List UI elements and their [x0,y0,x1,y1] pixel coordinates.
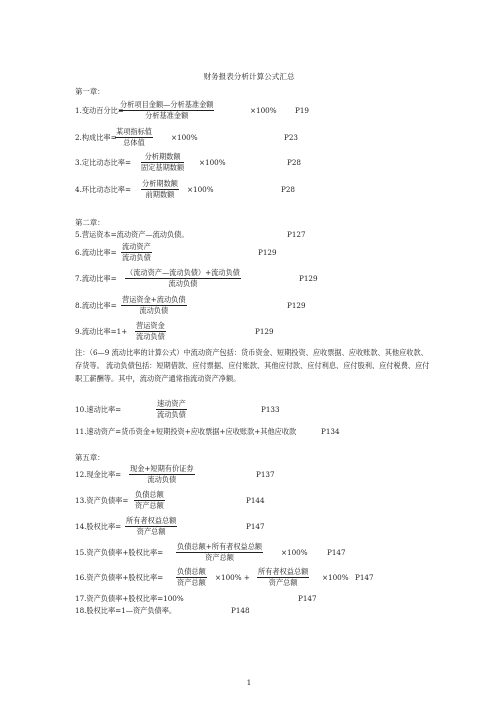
denominator: 资产总额 [136,527,166,536]
formula-label: 13.资产负债率= [75,496,129,505]
numerator: 营运资金 [136,321,165,330]
numerator: 所有者权益总额 [258,567,309,576]
chapter-2-heading: 第二章： [75,218,105,227]
formula-label: 8.流动比率= [75,301,117,310]
denominator: 资产总额 [135,501,164,510]
formula-label: 6.流动比率= [75,248,117,257]
denominator: 流动负债 [139,306,169,315]
formula-label: 3.定比动态比率= [75,158,132,167]
formula-text: 18.股权比率=1—资产负债率。 [75,606,177,615]
denominator: 分析基准金额 [145,111,189,120]
formula-label: 4.环比动态比率= [75,185,132,194]
formula-label: 15.资产负债率+股权比率= [75,548,164,557]
formula-text: 11.速动资产=货币资金+短期投资+应收票据+应收账款+其他应收款 [75,427,297,436]
formula-label: 1.变动百分比= [75,106,124,115]
formula-label: 10.速动比率= [75,405,122,414]
numerator: 营运资金+流动负债 [122,295,186,304]
fraction [125,268,241,289]
page-ref: P129 [258,248,277,257]
fraction [121,242,152,263]
numerator: 分析期数额 [141,152,184,163]
denominator: 流动负债 [157,410,186,419]
formula-label: 9.流动比率=1+ [75,327,128,336]
multiplier: ×100% [187,185,214,194]
page-ref: P137 [256,470,275,479]
numerator: （流动资产—流动负债）+流动负债 [126,268,240,277]
page-ref: P129 [287,301,306,310]
numerator: 分析期数额 [142,179,178,188]
formula-label: 16.资产负债率+股权比率= [75,573,164,582]
multiplier-plus: ×100% + [215,573,250,582]
fraction [115,127,153,148]
denominator: 前期数额 [145,190,175,199]
denominator: 流动负债 [168,279,198,288]
formula-label: 7.流动比率= [75,274,117,283]
page-number: 1 [246,678,252,687]
page-ref: P19 [295,106,309,115]
multiplier: ×100% [199,158,226,167]
numerator: 速动资产 [157,399,186,408]
fraction [129,464,195,485]
numerator: 现金+短期有价证券 [130,464,194,473]
formula-text: 17.资产负债率+股权比率=100% [75,594,184,603]
fraction [119,100,214,121]
fraction-a [176,567,207,588]
multiplier: ×100% [322,573,349,582]
fraction [141,179,179,200]
chapter-5-heading: 第五章： [75,453,105,462]
fraction [156,399,187,420]
numerator: 负债总额 [135,490,164,499]
fraction [135,321,166,342]
page-ref: P127 [287,230,306,239]
multiplier: ×100% [250,106,277,115]
formula-18 [75,606,250,616]
page-ref: P129 [299,274,318,283]
numerator: 所有者权益总额 [126,516,177,525]
fraction [134,490,165,511]
numerator: 分析项目金额—分析基准金额 [120,100,214,109]
fraction [121,295,187,316]
note-paragraph: 注：（6—9 流动比率的计算公式）中流动资产包括：货币资金、短期投资、应收票据、应收账款、其他应收款、存货等。 流动负债包括：短期借款、应付票据、应付账款、其他应付款、应付利息、应付股利、应付税费、应付职工薪酬等。其中，流动资产通常指流动资产净额。 [75,348,430,383]
document-title: 财务报表分析计算公式汇总 [203,72,295,81]
page-ref: P147 [298,594,317,603]
formula-label: 2.构成比率= [75,133,117,142]
denominator: 资产总额 [268,578,298,587]
denominator: 资产总额 [205,553,234,562]
denominator: 流动负债 [147,475,177,484]
denominator: 流动负债 [136,332,165,341]
formula-text: 5.营运资本=流动资产—流动负债。 [75,230,189,239]
formula-label: 14.股权比率= [75,522,122,531]
page-ref: P133 [261,405,280,414]
denominator: 固定基期数额 [141,163,185,172]
chapter-1-heading: 第一章： [75,87,105,96]
page-ref: P129 [255,327,274,336]
denominator: 资产总额 [177,578,206,587]
fraction-b [257,567,309,588]
page-ref: P147 [355,573,374,582]
numerator: 某项指标值 [116,127,152,136]
page-ref: P23 [284,133,298,142]
numerator: 流动资产 [122,242,151,251]
formula-5 [75,230,306,240]
page-ref: P134 [321,427,340,436]
fraction [176,542,263,563]
page-ref: P147 [246,522,265,531]
denominator: 流动负债 [122,253,151,262]
page-ref: P148 [231,606,250,615]
page-ref: P28 [281,185,295,194]
denominator: 总体值 [123,138,145,147]
numerator: 负债总额 [177,567,206,576]
multiplier: ×100% [281,548,308,557]
fraction [125,516,177,537]
page-ref: P147 [327,548,346,557]
formula-label: 12.现金比率= [75,470,122,479]
fraction [141,152,184,173]
formula-11 [75,427,340,437]
multiplier: ×100% [171,133,198,142]
numerator: 负债总额+所有者权益总额 [177,542,263,551]
formula-17 [75,594,317,604]
page-ref: P28 [287,158,301,167]
page-ref: P144 [246,496,265,505]
